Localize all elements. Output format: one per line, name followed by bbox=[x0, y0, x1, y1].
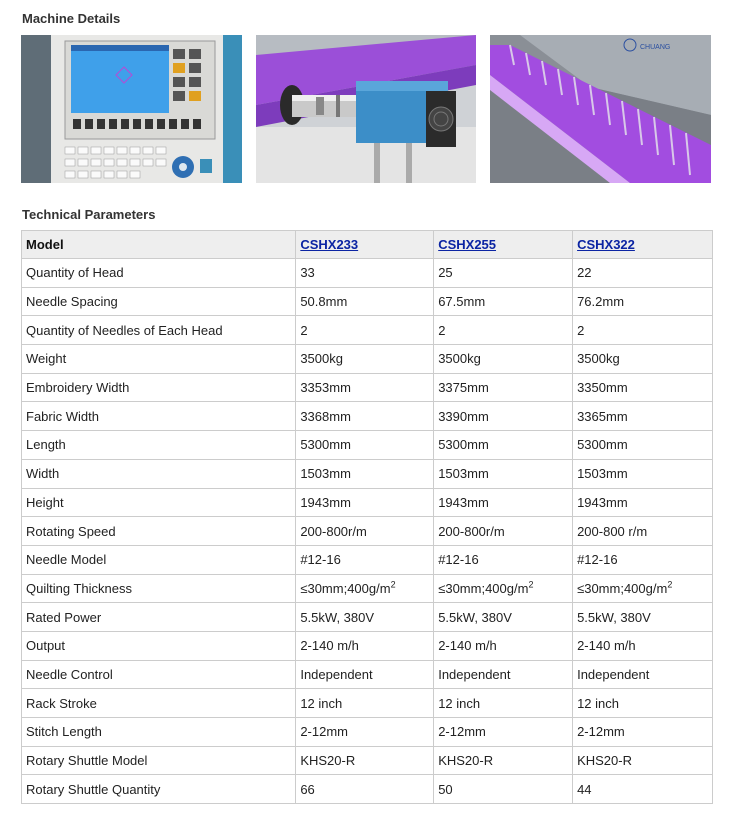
row-label: Width bbox=[22, 459, 296, 488]
value-text: 2-12mm bbox=[577, 724, 625, 740]
row-label: Rated Power bbox=[22, 603, 296, 632]
table-header-row bbox=[22, 231, 713, 259]
table-row bbox=[22, 345, 713, 374]
value-text: 200-800r/m bbox=[300, 523, 367, 539]
value-text: ≤30mm;400g/m bbox=[300, 580, 391, 596]
row-value bbox=[296, 402, 434, 431]
row-value bbox=[434, 718, 573, 747]
value-text: 25 bbox=[438, 265, 453, 281]
model-link-cshx233[interactable]: CSHX233 bbox=[300, 237, 359, 252]
row-label: Stitch Length bbox=[22, 718, 296, 747]
row-value bbox=[573, 259, 713, 288]
technical-parameters-heading: Technical Parameters bbox=[22, 207, 156, 222]
row-value bbox=[296, 431, 434, 460]
unit-superscript: 2 bbox=[528, 579, 534, 590]
row-value bbox=[434, 259, 573, 288]
value-text: 3368mm bbox=[300, 408, 351, 424]
row-label: Embroidery Width bbox=[22, 373, 296, 402]
row-value bbox=[573, 746, 713, 775]
row-value bbox=[573, 775, 713, 804]
value-text: 1943mm bbox=[438, 494, 489, 510]
row-label: Height bbox=[22, 488, 296, 517]
row-value bbox=[296, 775, 434, 804]
value-text: 1503mm bbox=[438, 466, 489, 482]
table-row bbox=[22, 459, 713, 488]
row-label: Quilting Thickness bbox=[22, 574, 296, 603]
value-text: 50.8mm bbox=[300, 294, 348, 310]
row-value bbox=[296, 603, 434, 632]
needle-heads-photo bbox=[490, 35, 711, 183]
row-value bbox=[573, 459, 713, 488]
table-row bbox=[22, 316, 713, 345]
value-text: 1503mm bbox=[300, 466, 351, 482]
row-value bbox=[434, 431, 573, 460]
control-panel-photo bbox=[21, 35, 242, 183]
row-value bbox=[573, 431, 713, 460]
row-value bbox=[434, 488, 573, 517]
row-value bbox=[296, 631, 434, 660]
row-value bbox=[296, 545, 434, 574]
value-text: 2-140 m/h bbox=[577, 638, 636, 654]
row-label: Rotary Shuttle Quantity bbox=[22, 775, 296, 804]
value-text: 5.5kW, 380V bbox=[577, 609, 651, 625]
table-row bbox=[22, 431, 713, 460]
value-text: 1503mm bbox=[577, 466, 628, 482]
row-value bbox=[434, 775, 573, 804]
row-label: Quantity of Head bbox=[22, 259, 296, 288]
value-text: ≤30mm;400g/m bbox=[438, 580, 529, 596]
row-label: Weight bbox=[22, 345, 296, 374]
row-value bbox=[296, 574, 434, 603]
value-text: 2-12mm bbox=[438, 724, 486, 740]
row-value bbox=[573, 545, 713, 574]
roller-motor-photo bbox=[256, 35, 476, 183]
table-row bbox=[22, 689, 713, 718]
value-text: 2 bbox=[438, 322, 446, 338]
row-value bbox=[296, 373, 434, 402]
value-text: 3350mm bbox=[577, 380, 628, 396]
value-text: 76.2mm bbox=[577, 294, 625, 310]
model-cshx322 bbox=[573, 231, 713, 259]
row-value bbox=[434, 402, 573, 431]
row-value bbox=[296, 746, 434, 775]
table-row bbox=[22, 402, 713, 431]
value-text: 3353mm bbox=[300, 380, 351, 396]
row-value bbox=[296, 259, 434, 288]
svg-text:CHUANG: CHUANG bbox=[640, 44, 671, 51]
model-header-label: Model bbox=[22, 231, 296, 259]
table-row bbox=[22, 775, 713, 804]
table-row bbox=[22, 746, 713, 775]
row-value bbox=[573, 574, 713, 603]
row-value bbox=[434, 545, 573, 574]
table-row bbox=[22, 488, 713, 517]
value-text: 3375mm bbox=[438, 380, 489, 396]
value-text: 3365mm bbox=[577, 408, 628, 424]
table-row bbox=[22, 631, 713, 660]
value-text: 5.5kW, 380V bbox=[300, 609, 375, 625]
value-text: 200-800r/m bbox=[438, 523, 505, 539]
row-value bbox=[573, 517, 713, 546]
row-value bbox=[434, 689, 573, 718]
value-text: #12-16 bbox=[300, 552, 341, 568]
value-text: 66 bbox=[300, 781, 315, 797]
model-link-cshx255[interactable]: CSHX255 bbox=[438, 237, 497, 252]
table-row bbox=[22, 373, 713, 402]
table-row bbox=[22, 603, 713, 632]
row-label: Needle Control bbox=[22, 660, 296, 689]
value-text: KHS20-R bbox=[577, 753, 632, 769]
row-value bbox=[434, 574, 573, 603]
value-text: 5300mm bbox=[438, 437, 489, 453]
row-value bbox=[573, 488, 713, 517]
row-label: Quantity of Needles of Each Head bbox=[22, 316, 296, 345]
value-text: Independent bbox=[300, 666, 373, 682]
value-text: 2 bbox=[300, 322, 308, 338]
model-cshx233 bbox=[296, 231, 434, 259]
value-text: 12 inch bbox=[577, 695, 619, 711]
row-value bbox=[434, 660, 573, 689]
value-text: 3390mm bbox=[438, 408, 489, 424]
table-row bbox=[22, 287, 713, 316]
row-value bbox=[434, 631, 573, 660]
row-value bbox=[434, 603, 573, 632]
table-row bbox=[22, 718, 713, 747]
value-text: #12-16 bbox=[438, 552, 479, 568]
row-value bbox=[296, 459, 434, 488]
value-text: 5.5kW, 380V bbox=[438, 609, 512, 625]
value-text: KHS20-R bbox=[300, 753, 356, 769]
row-value bbox=[296, 287, 434, 316]
value-text: 2-140 m/h bbox=[300, 638, 359, 654]
row-label: Needle Spacing bbox=[22, 287, 296, 316]
table-row bbox=[22, 574, 713, 603]
row-value bbox=[573, 660, 713, 689]
row-value bbox=[573, 316, 713, 345]
row-label: Length bbox=[22, 431, 296, 460]
row-value bbox=[573, 287, 713, 316]
value-text: 2 bbox=[577, 322, 585, 338]
row-value bbox=[434, 373, 573, 402]
value-text: 200-800 r/m bbox=[577, 523, 648, 539]
value-text: 12 inch bbox=[438, 695, 481, 711]
row-label: Output bbox=[22, 631, 296, 660]
value-text: 33 bbox=[300, 265, 315, 281]
value-text: 3500kg bbox=[300, 351, 343, 367]
row-value bbox=[434, 459, 573, 488]
row-value bbox=[296, 488, 434, 517]
value-text: 44 bbox=[577, 781, 592, 797]
row-value bbox=[296, 689, 434, 718]
table-row bbox=[22, 259, 713, 288]
value-text: 1943mm bbox=[577, 494, 628, 510]
unit-superscript: 2 bbox=[667, 579, 673, 590]
row-value bbox=[573, 718, 713, 747]
row-value bbox=[434, 517, 573, 546]
row-value bbox=[296, 660, 434, 689]
row-value bbox=[573, 603, 713, 632]
machine-details-heading: Machine Details bbox=[22, 11, 121, 26]
row-value bbox=[434, 345, 573, 374]
value-text: 50 bbox=[438, 781, 453, 797]
row-value bbox=[573, 345, 713, 374]
value-text: 12 inch bbox=[300, 695, 343, 711]
value-text: #12-16 bbox=[577, 552, 618, 568]
value-text: 5300mm bbox=[577, 437, 628, 453]
row-value bbox=[434, 746, 573, 775]
row-value bbox=[296, 316, 434, 345]
table-row bbox=[22, 660, 713, 689]
model-cshx255 bbox=[434, 231, 573, 259]
row-label: Rotary Shuttle Model bbox=[22, 746, 296, 775]
row-label: Rack Stroke bbox=[22, 689, 296, 718]
technical-parameters-table bbox=[21, 230, 713, 804]
value-text: 67.5mm bbox=[438, 294, 486, 310]
row-value bbox=[573, 689, 713, 718]
value-text: KHS20-R bbox=[438, 753, 494, 769]
value-text: 2-140 m/h bbox=[438, 638, 497, 654]
model-link-cshx322[interactable]: CSHX322 bbox=[577, 237, 635, 252]
table-row bbox=[22, 545, 713, 574]
table-row bbox=[22, 517, 713, 546]
row-value bbox=[434, 316, 573, 345]
value-text: 22 bbox=[577, 265, 592, 281]
value-text: Independent bbox=[577, 666, 650, 682]
row-value bbox=[296, 345, 434, 374]
row-value bbox=[573, 631, 713, 660]
value-text: ≤30mm;400g/m bbox=[577, 580, 668, 596]
row-value bbox=[296, 718, 434, 747]
row-label: Needle Model bbox=[22, 545, 296, 574]
row-value bbox=[296, 517, 434, 546]
value-text: 3500kg bbox=[438, 351, 481, 367]
value-text: 2-12mm bbox=[300, 724, 349, 740]
row-value bbox=[573, 402, 713, 431]
value-text: 1943mm bbox=[300, 494, 351, 510]
value-text: 5300mm bbox=[300, 437, 351, 453]
row-value bbox=[573, 373, 713, 402]
value-text: Independent bbox=[438, 666, 511, 682]
row-label: Fabric Width bbox=[22, 402, 296, 431]
row-value bbox=[434, 287, 573, 316]
row-label: Rotating Speed bbox=[22, 517, 296, 546]
value-text: 3500kg bbox=[577, 351, 620, 367]
unit-superscript: 2 bbox=[390, 579, 396, 590]
